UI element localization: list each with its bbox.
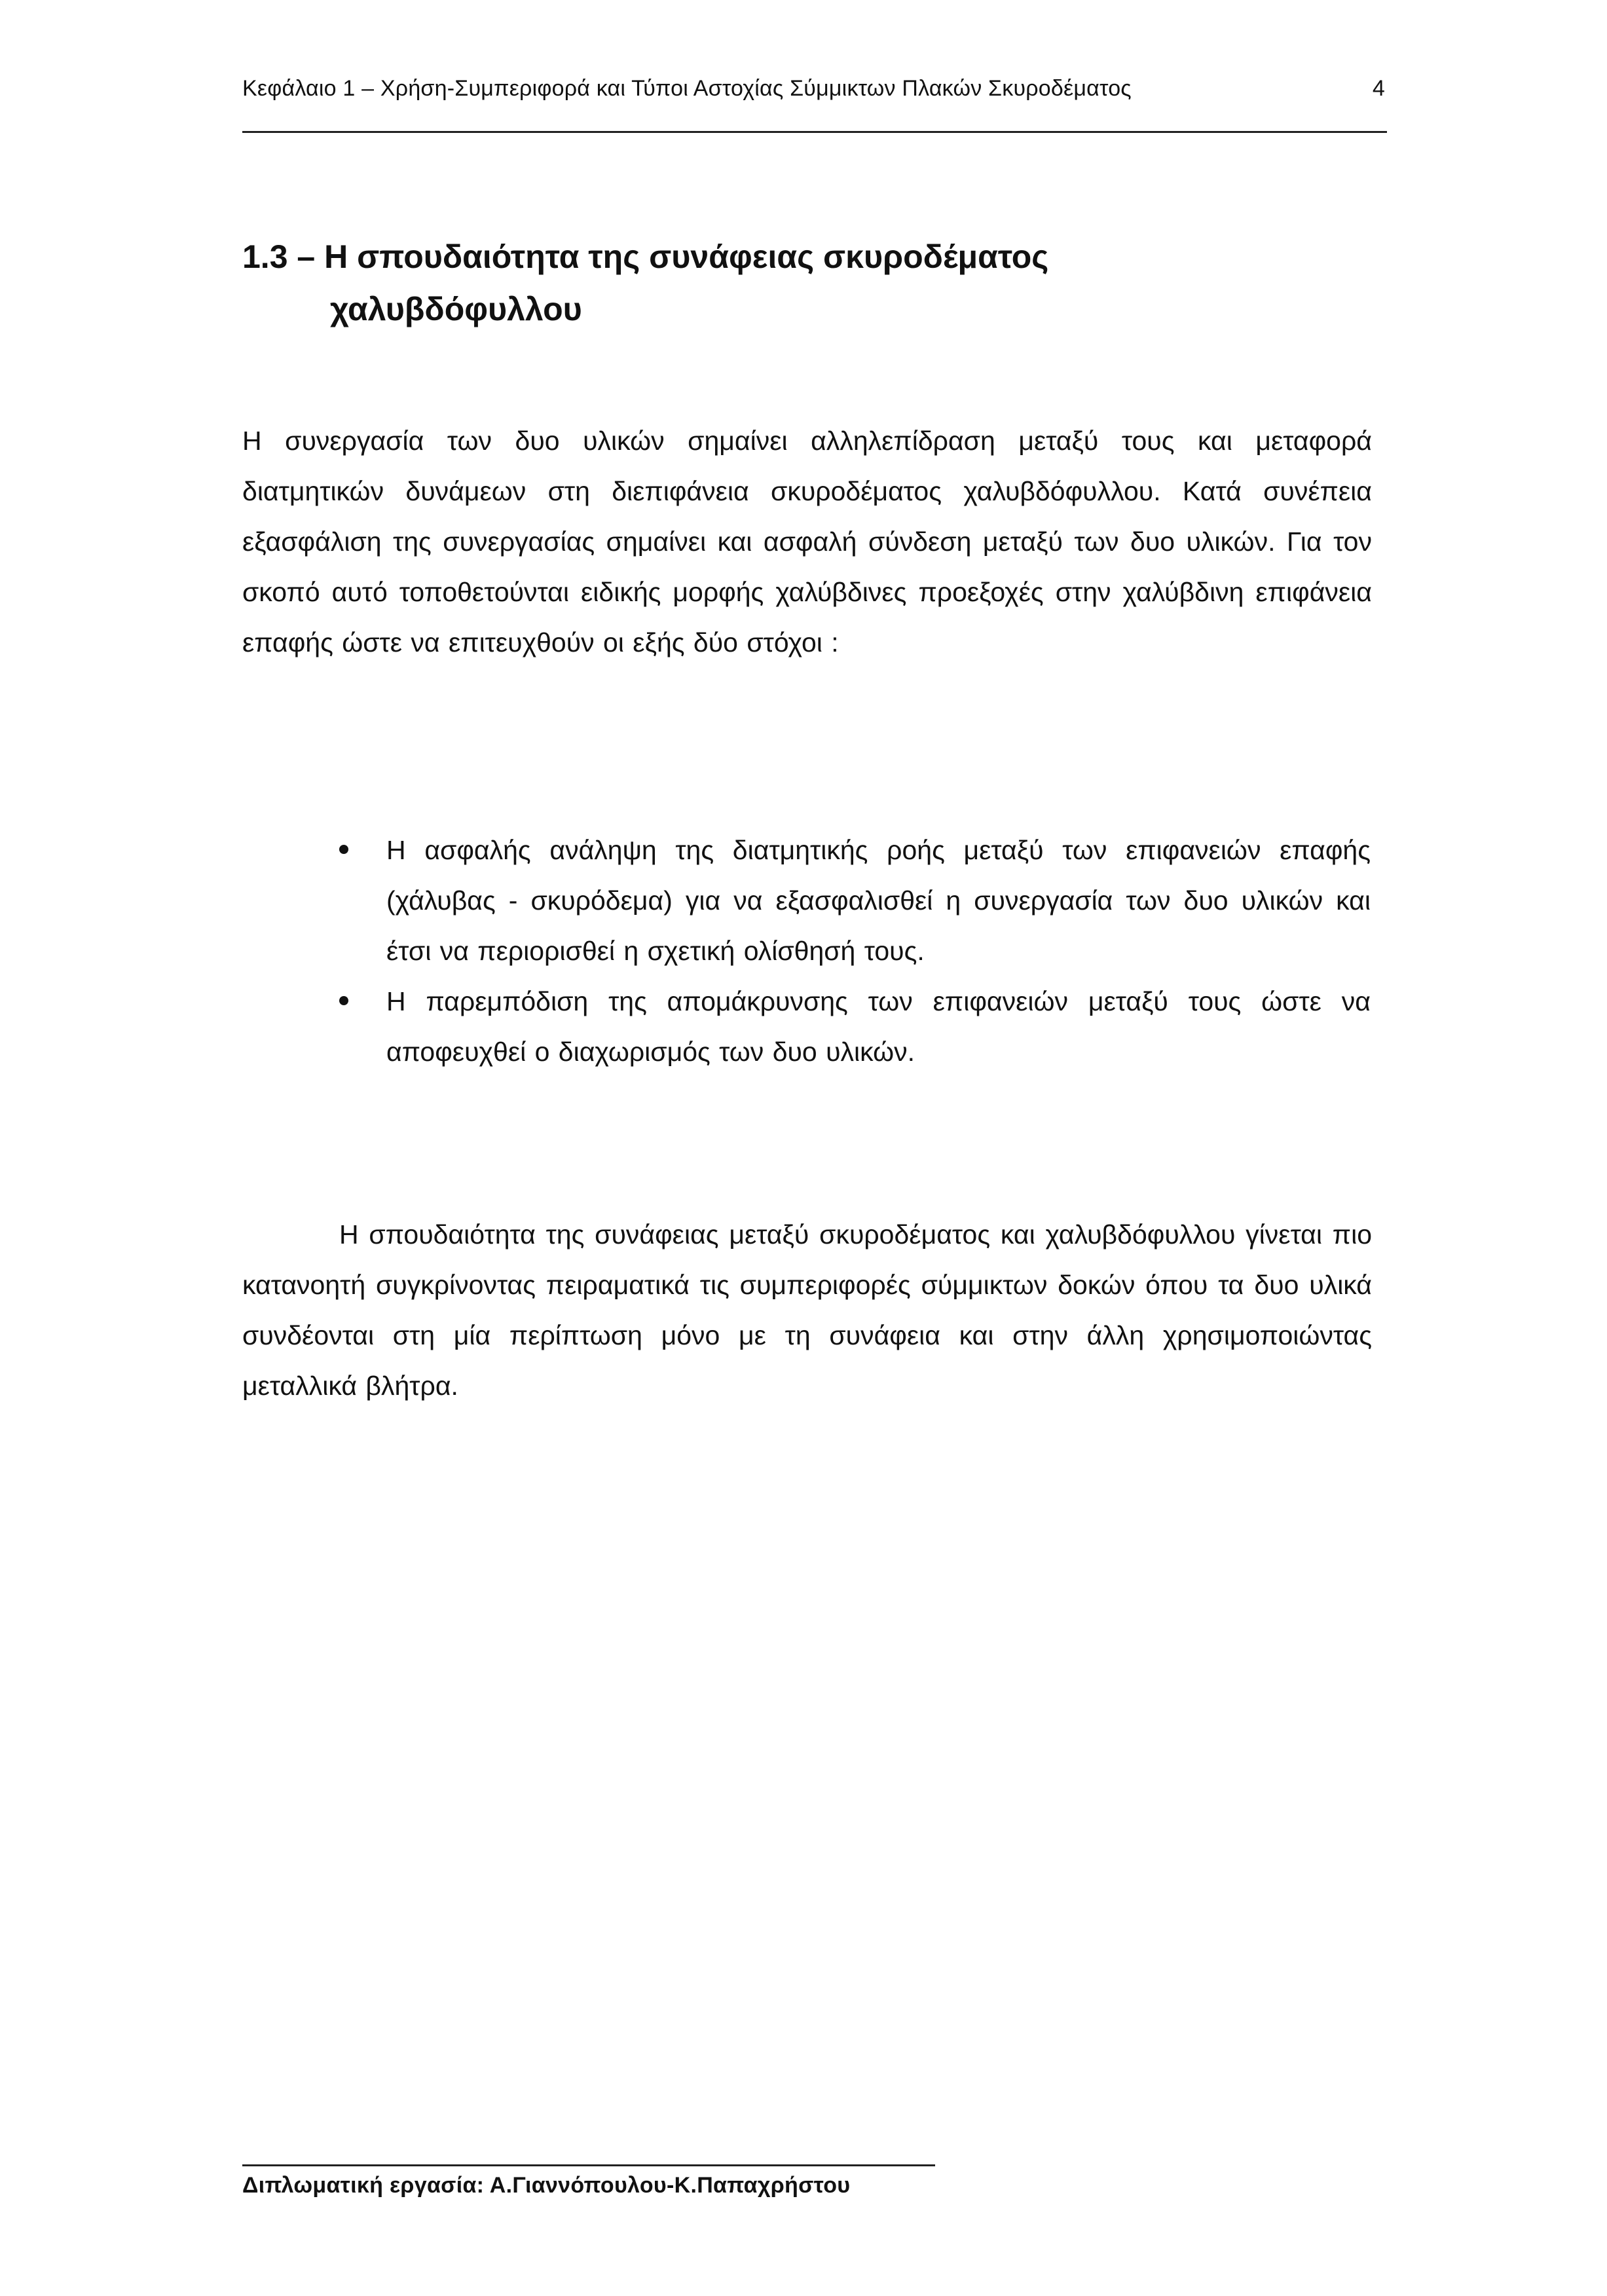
- bullet-icon: [339, 845, 348, 854]
- section-heading-line2: χαλυβδόφυλλου: [330, 291, 582, 327]
- page-number: 4: [1372, 75, 1385, 101]
- running-header: [242, 65, 1385, 111]
- section-heading: [242, 231, 1395, 335]
- body-paragraph-1: Η συνεργασία των δυο υλικών σημαίνει αλληλεπίδραση μεταξύ τους και μεταφορά διατμητικών δυνάμεων στη διεπιφάνεια σκυροδέματος χαλυβδόφυλλου. Κατά συνέπεια εξασφάλιση της συνεργασίας σημαίνει και ασφαλή σύνδεση μεταξύ των δυο υλικών. Για τον σκοπό αυτό τοποθετούνται ειδικής μορφής χαλύβδινες προεξοχές στην χαλύβδινη επιφάνεια επαφής ώστε να επιτευχθούν οι εξής δύο στόχοι :: [242, 426, 1372, 657]
- list-item: [339, 825, 1371, 976]
- body-paragraph-2: Η σπουδαιότητα της συνάφειας μεταξύ σκυροδέματος και χαλυβδόφυλλου γίνεται πιο κατανοητή συγκρίνοντας πειραματικά τις συμπεριφορές σύμμικτων δοκών όπου τα δυο υλικά συνδέονται στη μία περίπτωση μόνο με τη συνάφεια και στην άλλη χρησιμοποιώντας μεταλλικά βλήτρα.: [242, 1219, 1372, 1401]
- bullet-icon: [339, 996, 348, 1005]
- footer-rule: [242, 2164, 935, 2166]
- section-heading-line1: 1.3 – Η σπουδαιότητα της συνάφειας σκυροδέματος: [242, 238, 1049, 275]
- header-rule: [242, 131, 1387, 133]
- bullet-list: [339, 825, 1371, 1077]
- list-item: [339, 976, 1371, 1077]
- running-footer: Διπλωματική εργασία: Α.Γιαννόπουλου-Κ.Παπαχρήστου: [242, 2173, 851, 2198]
- list-item-text: Η παρεμπόδιση της απομάκρυνσης των επιφανειών μεταξύ τους ώστε να αποφευχθεί ο διαχωρισμός των δυο υλικών.: [386, 986, 1371, 1067]
- list-item-text: Η ασφαλής ανάληψη της διατμητικής ροής μεταξύ των επιφανειών επαφής (χάλυβας - σκυρόδεμα) για να εξασφαλισθεί η συνεργασία των δυο υλικών και έτσι να περιορισθεί η σχετική ολίσθησή τους.: [386, 835, 1371, 966]
- chapter-title: Κεφάλαιο 1 – Χρήση-Συμπεριφορά και Τύποι Αστοχίας Σύμμικτων Πλακών Σκυροδέματος: [242, 75, 1132, 101]
